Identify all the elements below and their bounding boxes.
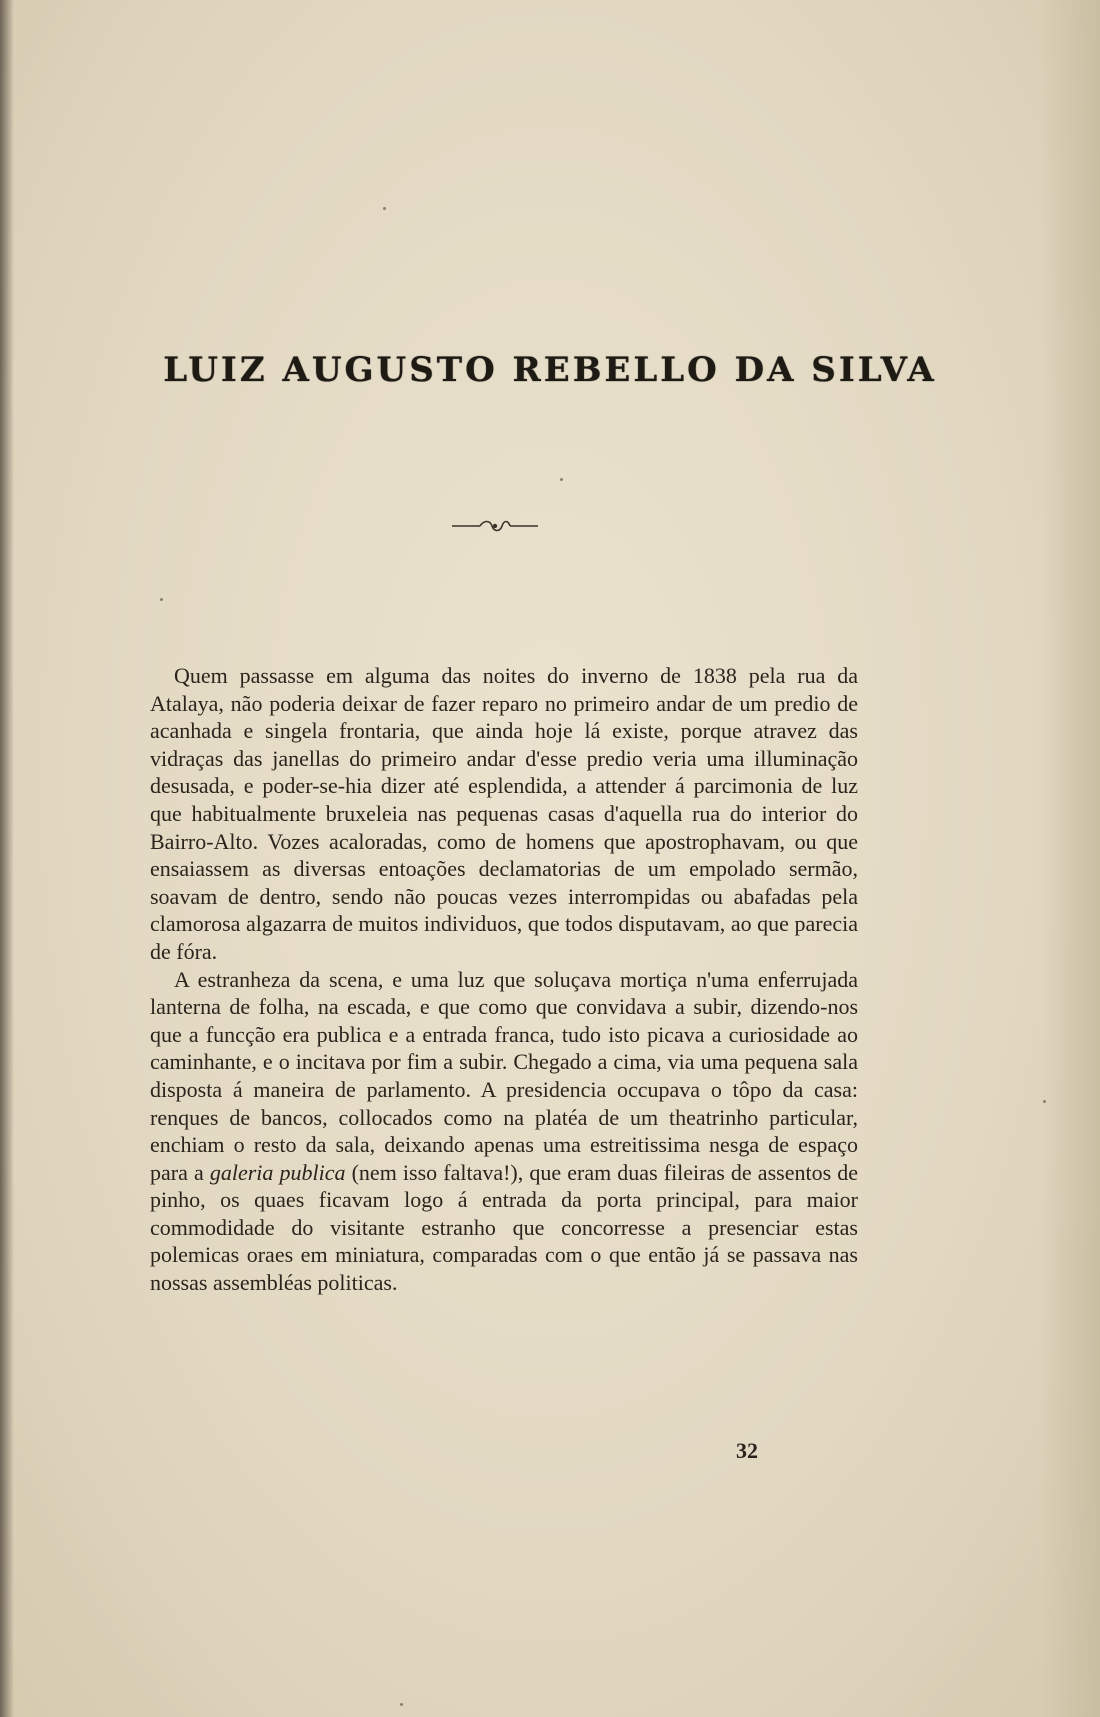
ornament-divider-icon [450,515,540,537]
paragraph-2-text-b: (nem isso faltava!), que eram duas fileiras de assentos de pinho, os quaes ficavam logo á entrada da porta principal, para maior commodidade do visitante estranho que concorresse a presenciar estas polemicas oraes em miniatura, comparadas com o que então já se passava nas nossas assembléas politicas. [150,1159,858,1296]
chapter-title: LUIZ AUGUSTO REBELLO DA SILVA [163,350,937,390]
body-text [150,662,858,1297]
paragraph-2-emphasis: galeria publica [209,1159,346,1185]
page-gutter-shadow [0,0,14,1717]
paragraph-2-text-a: A estranheza da scena, e uma luz que soluçava mortiça n'uma enferrujada lanterna de folha, na escada, e que como que convidava a subir, dizendo-nos que a funcção era publica e a entrada franca, tudo isto picava a curiosidade ao caminhante, e o incitava por fim a subir. Chegado a cima, via uma pequena sala disposta á maneira de parlamento. A presidencia occupava o tôpo da casa: renques de bancos, collocados como na platéa de um theatrinho particular, enchiam o resto da sala, deixando apenas uma estreitissima nesga de espaço para a [150,966,858,1185]
paper-speck [383,207,386,210]
paragraph-1 [150,662,858,966]
page-number: 32 [736,1438,758,1463]
paper-speck [560,478,563,481]
paper-speck [1043,1100,1046,1103]
page-edge [1040,0,1100,1717]
paper-speck [400,1703,403,1706]
paragraph-2 [150,966,858,1297]
paragraph-1-text: Quem passasse em alguma das noites do inverno de 1838 pela rua da Atalaya, não poderia deixar de fazer reparo no primeiro andar de um predio de acanhada e singela frontaria, que ainda hoje lá existe, porque atravez das vidraças das janellas do primeiro andar d'esse predio veria uma illuminação desusada, e poder-se-hia dizer até esplendida, a attender á parcimonia de luz que habitualmente bruxeleia nas pequenas casas d'aquella rua do interior do Bairro-Alto. Vozes acaloradas, como de homens que apostrophavam, ou que ensaiassem as diversas entoações declamatorias de um empolado sermão, soavam de dentro, sendo não poucas vezes interrompidas ou abafadas pela clamorosa algazarra de muitos individuos, que todos disputavam, ao que parecia de fóra. [150,663,858,964]
paper-speck [160,598,163,601]
